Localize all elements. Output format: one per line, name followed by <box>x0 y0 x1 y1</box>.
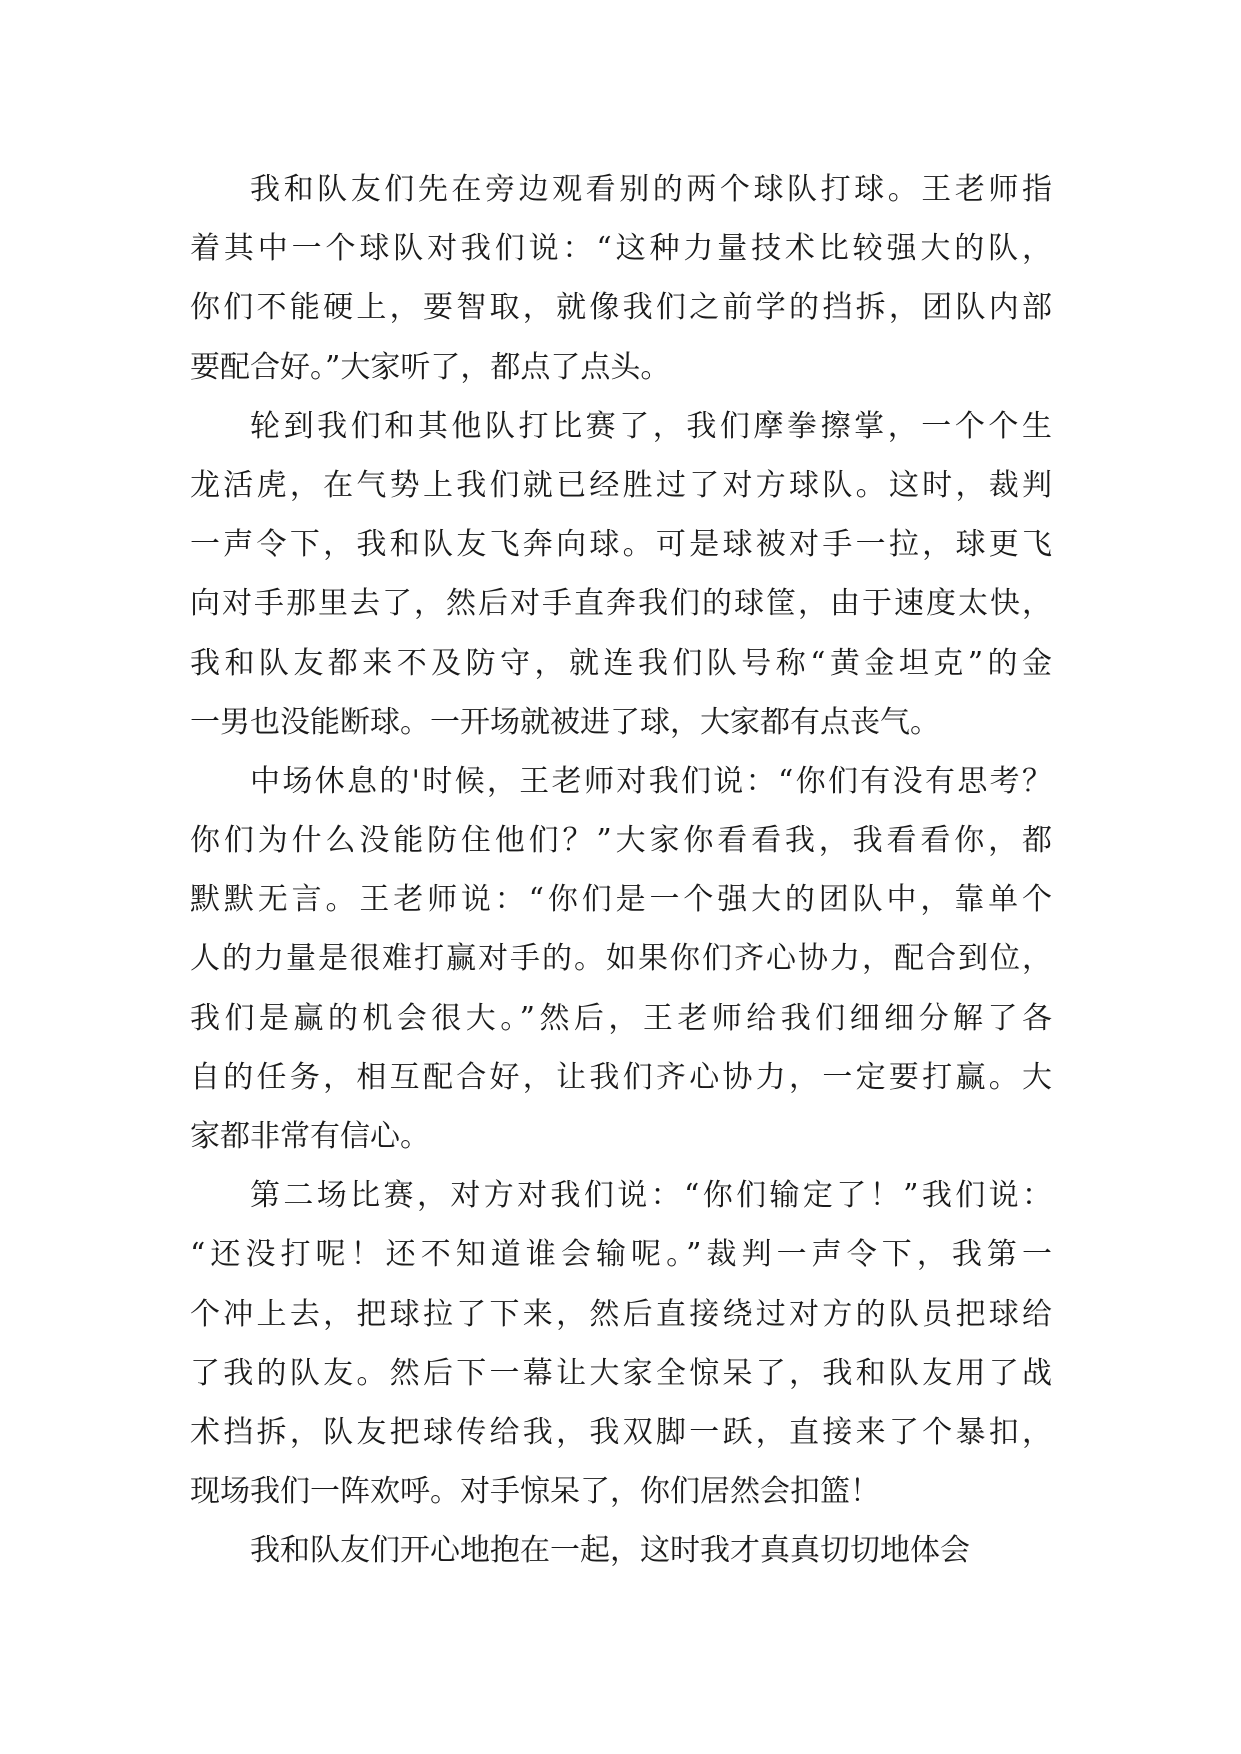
paragraph-2-line-3: 一声令下，我和队友飞奔向球。可是球被对手一拉，球更飞 <box>190 527 1052 563</box>
paragraph-4-line-2: “还没打呢！还不知道谁会输呢。”裁判一声令下，我第一 <box>190 1237 1052 1273</box>
paragraph-4-line-3: 个冲上去，把球拉了下来，然后直接绕过对方的队员把球给 <box>190 1296 1052 1332</box>
paragraph-3-line-4: 人的力量是很难打赢对手的。如果你们齐心协力，配合到位， <box>190 941 1052 977</box>
paragraph-3-line-2: 你们为什么没能防住他们？”大家你看看我，我看看你，都 <box>190 823 1052 859</box>
paragraph-1-line-1: 我和队友们先在旁边观看别的两个球队打球。王老师指 <box>250 172 1052 207</box>
paragraph-3-line-7: 家都非常有信心。 <box>190 1119 430 1154</box>
paragraph-3-line-3: 默默无言。王老师说：“你们是一个强大的团队中，靠单个 <box>190 882 1052 918</box>
paragraph-1-line-3: 你们不能硬上，要智取，就像我们之前学的挡拆，团队内部 <box>190 290 1052 326</box>
paragraph-1-line-2: 着其中一个球队对我们说：“这种力量技术比较强大的队， <box>190 231 1052 267</box>
paragraph-4-line-5: 术挡拆，队友把球传给我，我双脚一跃，直接来了个暴扣， <box>190 1414 1052 1450</box>
paragraph-2-line-2: 龙活虎，在气势上我们就已经胜过了对方球队。这时，裁判 <box>190 467 1052 503</box>
paragraph-5-line-1: 我和队友们开心地抱在一起，这时我才真真切切地体会 <box>250 1533 970 1569</box>
paragraph-1-line-4: 要配合好。”大家听了，都点了点头。 <box>190 349 671 385</box>
paragraph-2-line-5: 我和队友都来不及防守，就连我们队号称“黄金坦克”的金 <box>190 645 1052 681</box>
paragraph-3-line-1: 中场休息的'时候，王老师对我们说：“你们有没有思考？ <box>250 763 1052 799</box>
paragraph-4-line-4: 了我的队友。然后下一幕让大家全惊呆了，我和队友用了战 <box>190 1355 1052 1391</box>
paragraph-3-line-6: 自的任务，相互配合好，让我们齐心协力，一定要打赢。大 <box>190 1059 1052 1095</box>
paragraph-4-line-6: 现场我们一阵欢呼。对手惊呆了，你们居然会扣篮！ <box>190 1474 880 1510</box>
paragraph-4-line-1: 第二场比赛，对方对我们说：“你们输定了！”我们说： <box>250 1178 1052 1214</box>
document-page <box>190 160 1052 1581</box>
paragraph-2-line-6: 一男也没能断球。一开场就被进了球，大家都有点丧气。 <box>190 704 940 740</box>
paragraph-3-line-5: 我们是赢的机会很大。”然后，王老师给我们细细分解了各 <box>190 1000 1052 1036</box>
paragraph-2-line-1: 轮到我们和其他队打比赛了，我们摩拳擦掌，一个个生 <box>250 408 1052 444</box>
paragraph-2-line-4: 向对手那里去了，然后对手直奔我们的球筐，由于速度太快， <box>190 586 1052 622</box>
